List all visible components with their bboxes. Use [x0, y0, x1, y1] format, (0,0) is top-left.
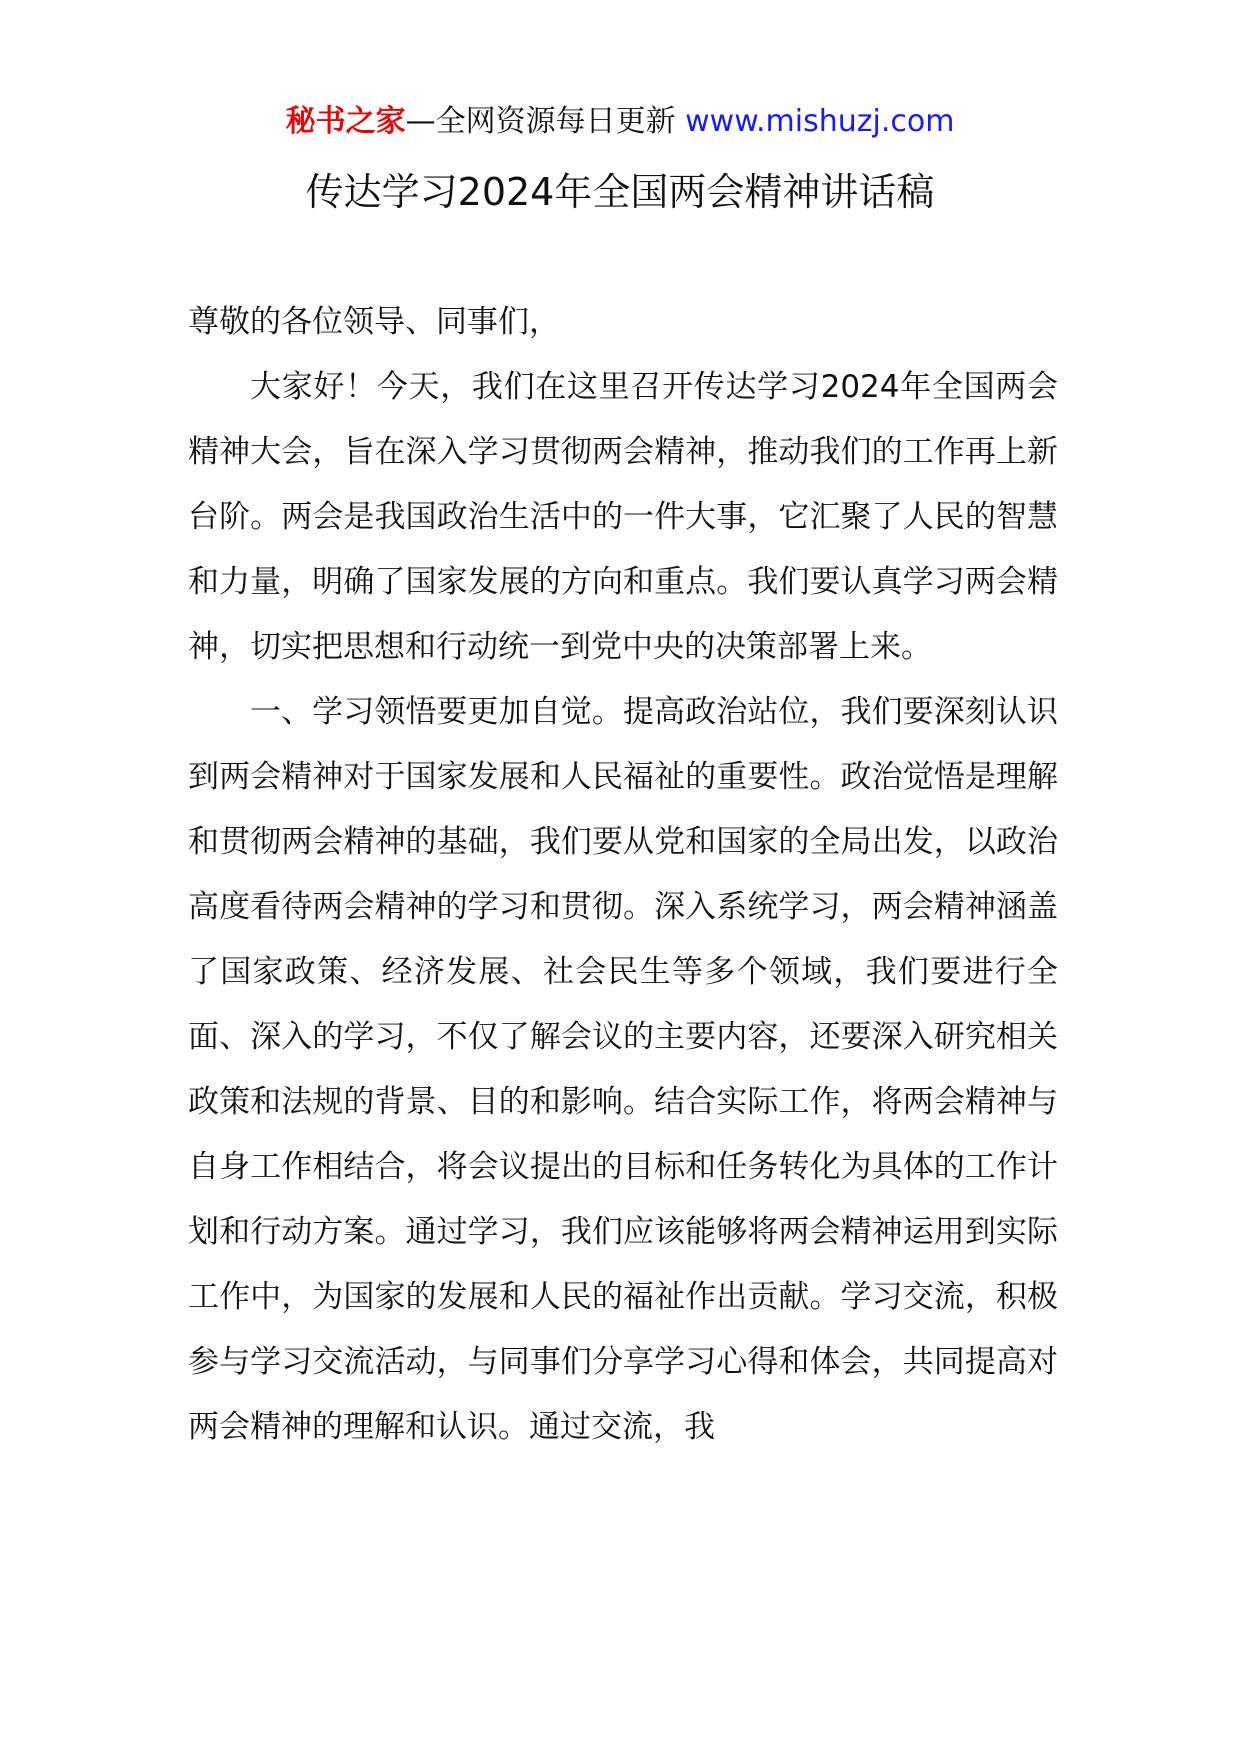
site-header — [0, 100, 1240, 144]
paragraph-intro: 大家好！今天，我们在这里召开传达学习2024年全国两会精神大会，旨在深入学习贯彻两会精神，推动我们的工作再上新台阶。两会是我国政治生活中的一件大事，它汇聚了人民的智慧和力量，明确了国家发展的方向和重点。我们要认真学习两会精神，切实把思想和行动统一到党中央的决策部署上来。 — [188, 369, 1058, 665]
document-body — [188, 290, 1058, 1460]
paragraph-section-one: 一、学习领悟要更加自觉。提高政治站位，我们要深刻认识到两会精神对于国家发展和人民福祉的重要性。政治觉悟是理解和贯彻两会精神的基础，我们要从党和国家的全局出发，以政治高度看待两会精神的学习和贯彻。深入系统学习，两会精神涵盖了国家政策、经济发展、社会民生等多个领域，我们要进行全面、深入的学习，不仅了解会议的主要内容，还要深入研究相关政策和法规的背景、目的和影响。结合实际工作，将两会精神与自身工作相结合，将会议提出的目标和任务转化为具体的工作计划和行动方案。通过学习，我们应该能够将两会精神运用到实际工作中，为国家的发展和人民的福祉作出贡献。学习交流，积极参与学习交流活动，与同事们分享学习心得和体会，共同提高对两会精神的理解和认识。通过交流，我 — [188, 694, 1058, 1445]
header-slogan: —全网资源每日更新 — [405, 104, 686, 139]
page-title: 传达学习2024年全国两会精神讲话稿 — [305, 170, 935, 214]
site-url[interactable]: www.mishuzj.com — [685, 104, 955, 139]
brand-name: 秘书之家 — [285, 104, 406, 139]
salutation: 尊敬的各位领导、同事们， — [188, 304, 560, 340]
